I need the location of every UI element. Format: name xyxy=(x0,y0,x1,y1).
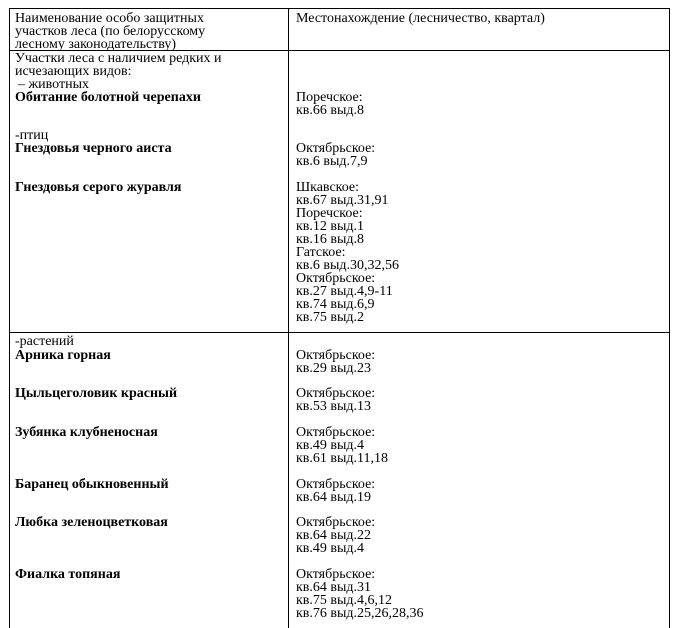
location-line: кв.67 выд.31,91 xyxy=(296,193,389,208)
location-line: кв.12 выд.1 xyxy=(296,219,365,234)
header-col1-line: Наименование особо защитных xyxy=(15,11,204,26)
location-line: Октябрьское: xyxy=(296,515,376,530)
header-col1-line: участков леса (по белорусскому xyxy=(15,24,206,39)
location-line: кв.16 выд.8 xyxy=(296,232,365,247)
header-col1-line: лесному законодательству) xyxy=(15,37,177,52)
plants-label: -растений xyxy=(15,334,74,349)
location-line: кв.53 выд.13 xyxy=(296,399,372,414)
species-name: Любка зеленоцветковая xyxy=(15,515,168,530)
species-name: Цыльцеголовик красный xyxy=(15,386,178,401)
location-line: кв.64 выд.19 xyxy=(296,490,372,505)
location-line: кв.64 выд.31 xyxy=(296,580,372,595)
row-divider xyxy=(9,332,670,333)
location-line: кв.74 выд.6,9 xyxy=(296,297,375,312)
location-line: кв.49 выд.4 xyxy=(296,438,365,453)
species-name: Арника горная xyxy=(15,348,111,363)
species-name: Зубянка клубненосная xyxy=(15,425,158,440)
location-line: кв.6 выд.30,32,56 xyxy=(296,258,400,273)
location-line: кв.76 выд.25,26,28,36 xyxy=(296,606,424,621)
table-border-left xyxy=(9,8,10,628)
section-intro-line: Участки леса с наличием редких и xyxy=(15,51,222,66)
location-line: Октябрьское: xyxy=(296,425,376,440)
location-line: кв.61 выд.11,18 xyxy=(296,451,389,466)
table-column-divider xyxy=(288,8,289,628)
location-line: Октябрьское: xyxy=(296,386,376,401)
location-line: Шкавское: xyxy=(296,180,360,195)
birds-label: -птиц xyxy=(15,128,49,143)
location-line: кв.66 выд.8 xyxy=(296,103,365,118)
species-name: Баранец обыкновенный xyxy=(15,477,169,492)
location-line: кв.6 выд.7,9 xyxy=(296,154,368,169)
section-intro-line: исчезающих видов: xyxy=(15,64,132,79)
location-line: Октябрьское: xyxy=(296,271,376,286)
location-line: кв.75 выд.4,6,12 xyxy=(296,593,393,608)
animals-label: – животных xyxy=(18,77,90,92)
location-line: Октябрьское: xyxy=(296,141,376,156)
species-name: Гнездовья черного аиста xyxy=(15,141,172,156)
location-line: Октябрьское: xyxy=(296,477,376,492)
species-name: Гнездовья серого журавля xyxy=(15,180,182,195)
table-border-top xyxy=(9,8,670,9)
location-line: Поречское: xyxy=(296,206,363,221)
species-name: Обитание болотной черепахи xyxy=(15,90,201,105)
location-line: кв.29 выд.23 xyxy=(296,361,372,376)
location-line: Поречское: xyxy=(296,90,363,105)
location-line: Октябрьское: xyxy=(296,567,376,582)
location-line: кв.49 выд.4 xyxy=(296,541,365,556)
location-line: Октябрьское: xyxy=(296,348,376,363)
location-line: кв.64 выд.22 xyxy=(296,528,372,543)
header-col2: Местонахождение (лесничество, квартал) xyxy=(296,11,545,26)
location-line: кв.75 выд.2 xyxy=(296,310,365,325)
table-border-right xyxy=(669,8,670,628)
species-name: Фиалка топяная xyxy=(15,567,121,582)
location-line: кв.27 выд.4,9-11 xyxy=(296,284,393,299)
location-line: Гатское: xyxy=(296,245,346,260)
